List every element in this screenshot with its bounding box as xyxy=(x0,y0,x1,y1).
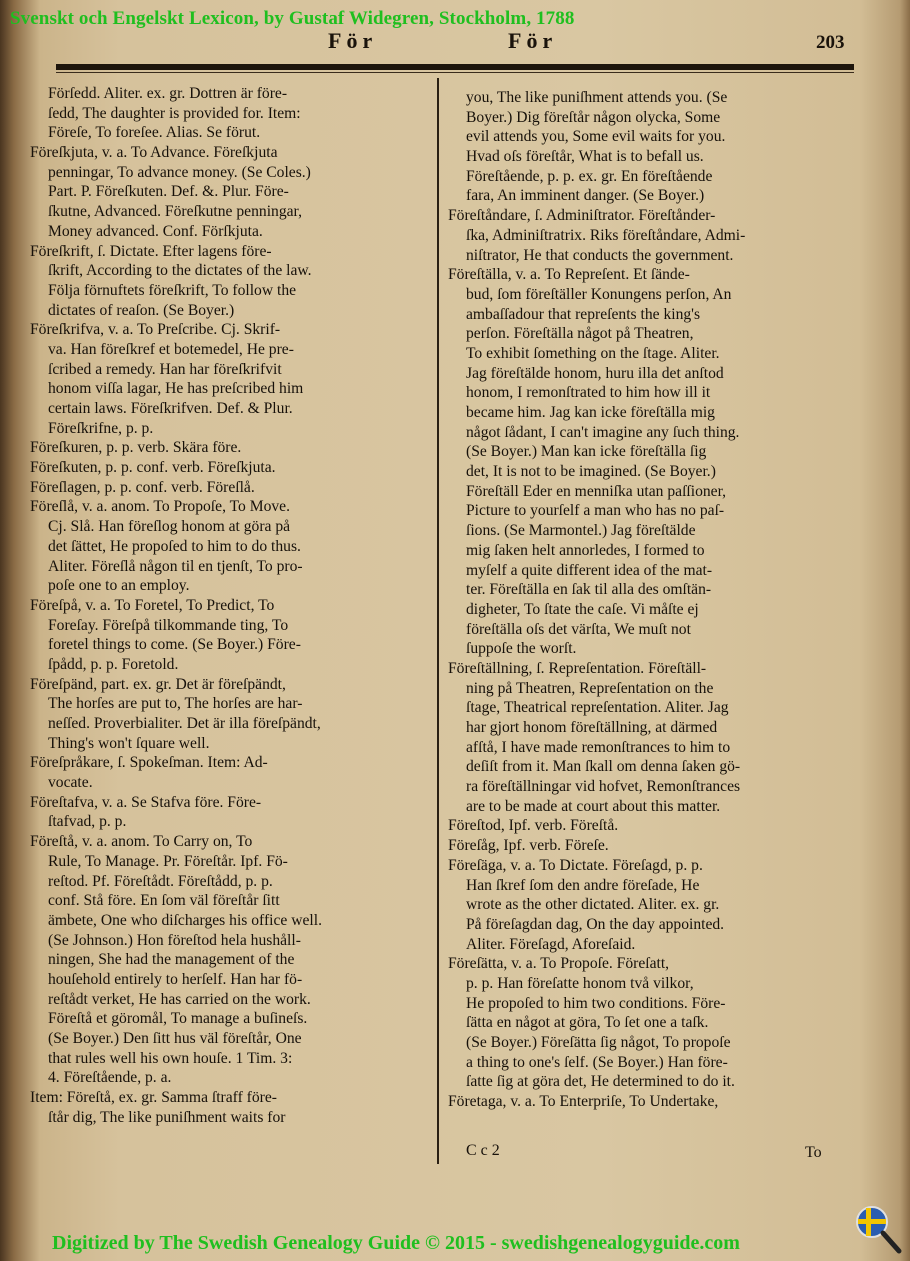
entry-line: Part. P. Föreſkuten. Def. &. Plur. Före- xyxy=(48,183,289,201)
entry-line: conf. Stå före. En ſom väl föreſtår ſitt xyxy=(48,892,280,910)
entry-line: föreſtälla oſs det värſta, We muſt not xyxy=(466,620,691,638)
entry-line: Föreſtå et göromål, To manage a buſineſs. xyxy=(48,1010,308,1028)
entry-line: ſtage, Theatrical repreſentation. Aliter. Jag xyxy=(466,699,729,717)
entry-line: Cj. Slå. Han föreſlog honom at göra på xyxy=(48,518,291,536)
entry-line: Förſedd. Aliter. ex. gr. Dottren är före- xyxy=(48,85,288,102)
entry-line: Föreſtälla, v. a. To Repreſent. Et ſände- xyxy=(448,266,690,284)
entry-line: Aliter. Föreſagd, Aforeſaid. xyxy=(466,935,636,953)
entry-line: Föreſtod, Ipf. verb. Föreſtå. xyxy=(448,817,619,835)
entry-line: Thing's won't ſquare well. xyxy=(48,734,210,752)
entry-line: ſcribed a remedy. Han har föreſkrifvit xyxy=(48,360,282,378)
entry-line: det ſättet, He propoſed to him to do thus. xyxy=(48,537,301,555)
entry-line: Hvad oſs föreſtår, What is to befall us. xyxy=(466,148,704,166)
entry-line: Boyer.) Dig föreſtår någon olycka, Some xyxy=(466,108,721,126)
entry-line: you, The like puniſhment attends you. (Se xyxy=(466,89,728,106)
entry-line: Företaga, v. a. To Enterpriſe, To Undertake, xyxy=(448,1093,719,1111)
entry-line: Föreſlå, v. a. anom. To Propoſe, To Move. xyxy=(30,498,290,516)
entry-line: Föreſkjuta, v. a. To Advance. Föreſkjuta xyxy=(30,144,278,162)
entry-line: niſtrator, He that conducts the government. xyxy=(466,246,734,264)
entry-line: Jag föreſtälde honom, huru illa det anſtod xyxy=(466,364,724,382)
entry-line: ſuppoſe the worſt. xyxy=(466,640,577,658)
entry-line: har gjort honom föreſtällning, at därmed xyxy=(466,719,718,736)
entry-line: ſätta en något at göra, To ſet one a taſk. xyxy=(466,1014,709,1032)
entry-line: myſelf a quite different idea of the mat- xyxy=(466,561,713,579)
signature-mark: C c 2 xyxy=(466,1142,500,1159)
entry-line: bud, ſom föreſtäller Konungens perſon, An xyxy=(466,285,732,303)
entry-line: ter. Föreſtälla en ſak til alla des omſtän- xyxy=(466,581,712,599)
entry-line: Föreſkrift, ſ. Dictate. Efter lagens före- xyxy=(30,242,272,260)
entry-line: that rules well his own houſe. 1 Tim. 3: xyxy=(48,1049,293,1067)
entry-line: certain laws. Föreſkrifven. Def. & Plur. xyxy=(48,400,293,417)
entry-line: ning på Theatren, Repreſentation on the xyxy=(466,679,714,697)
entry-line: Föreſtäll Eder en menniſka utan paſſioner, xyxy=(466,482,727,500)
entry-line: Föreſkuten, p. p. conf. verb. Föreſkjuta. xyxy=(30,459,276,477)
entry-line: Föreſtående, p. p. ex. gr. En föreſtående xyxy=(466,167,713,185)
entry-line: ſatte ſig at göra det, He determined to do it. xyxy=(466,1073,735,1091)
entry-line: evil attends you, Some evil waits for you. xyxy=(466,128,726,146)
entry-line: reſtod. Pf. Föreſtådt. Föreſtådd, p. p. xyxy=(48,872,273,890)
entry-line: wrote as the other dictated. Aliter. ex. gr. xyxy=(466,896,720,914)
running-head-right: För xyxy=(508,28,558,53)
entry-line: Föreſe, To foreſee. Alias. Se förut. xyxy=(48,124,261,142)
entry-line: ſka, Adminiſtratrix. Riks föreſtåndare, Admi- xyxy=(466,226,746,244)
entry-line: ſkrift, According to the dictates of the law. xyxy=(48,262,312,280)
entry-line: ſedd, The daughter is provided for. Item: xyxy=(48,104,301,122)
entry-line: neſſed. Proverbialiter. Det är illa föreſpändt, xyxy=(48,715,321,732)
entry-line: vocate. xyxy=(48,774,93,792)
entry-line: houſehold entirely to herſelf. Han har fö- xyxy=(48,970,303,988)
entry-line: Föreſpråkare, ſ. Spokeſman. Item: Ad- xyxy=(30,754,268,772)
entry-line: 4. Föreſtående, p. a. xyxy=(48,1069,172,1087)
entry-line: Föreſpå, v. a. To Foretel, To Predict, To xyxy=(30,596,275,614)
entry-line: (Se Boyer.) Man kan icke föreſtälla ſig xyxy=(466,443,707,461)
entry-line: penningar, To advance money. (Se Coles.) xyxy=(48,163,311,181)
entry-line: honom, I remonſtrated to him how ill it xyxy=(466,384,711,402)
entry-line: p. p. Han föreſatte honom två vilkor, xyxy=(466,974,694,992)
entry-line: (Se Johnson.) Hon föreſtod hela hushåll- xyxy=(48,931,301,949)
entry-line: ſkutne, Advanced. Föreſkutne penningar, xyxy=(48,203,303,221)
watermark-footer: Digitized by The Swedish Genealogy Guide © 2015 - swedishgenealogyguide.com xyxy=(52,1232,740,1254)
entry-line: (Se Boyer.) Den ſitt hus väl föreſtår, One xyxy=(48,1030,302,1047)
entry-line: ſions. (Se Marmontel.) Jag föreſtälde xyxy=(466,522,696,540)
entry-line: ſpådd, p. p. Foretold. xyxy=(48,655,179,673)
entry-line: Föreſpänd, part. ex. gr. Det är föreſpändt, xyxy=(30,675,286,693)
entry-line: Följa förnuftets föreſkrift, To follow the xyxy=(48,281,297,299)
entry-line: Föreſkrifne, p. p. xyxy=(48,419,154,437)
entry-line: ambaſſadour that repreſents the king's xyxy=(466,305,701,323)
entry-line: Föreſlagen, p. p. conf. verb. Föreſlå. xyxy=(30,478,255,496)
entry-line: Föreſtafva, v. a. Se Stafva före. Före- xyxy=(30,793,262,811)
catchword: To xyxy=(805,1144,822,1161)
entry-line: digheter, To ſtate the caſe. Vi måſte ej xyxy=(466,600,699,618)
entry-line: Föreſäga, v. a. To Dictate. Föreſagd, p. p. xyxy=(448,856,703,874)
entry-line: ra föreſtällningar vid hofvet, Remonſtrances xyxy=(466,778,741,796)
entry-line: Föreſtällning, ſ. Repreſentation. Föreſtäll- xyxy=(448,659,707,677)
entry-line: Föreſtå, v. a. anom. To Carry on, To xyxy=(30,833,253,851)
entry-line: Föreſåg, Ipf. verb. Föreſe. xyxy=(448,837,609,855)
entry-line: Rule, To Manage. Pr. Föreſtår. Ipf. Fö- xyxy=(48,852,288,870)
entry-line: Föreſtåndare, ſ. Adminiſtrator. Föreſtånder- xyxy=(448,207,716,225)
entry-line: perſon. Föreſtälla något på Theatren, xyxy=(466,325,694,343)
entry-line: Money advanced. Conf. Förſkjuta. xyxy=(48,222,263,240)
entry-line: dictates of reaſon. (Se Boyer.) xyxy=(48,301,235,319)
entry-line: deſiſt from it. Man ſkall om denna ſaken gö- xyxy=(466,758,741,776)
entry-line: Aliter. Föreſlå någon til en tjenſt, To pro- xyxy=(48,557,303,575)
entry-line: honom viſſa lagar, He has preſcribed him xyxy=(48,380,304,398)
entry-line: Foreſay. Föreſpå tilkommande ting, To xyxy=(48,616,289,634)
entry-line: Föreſkuren, p. p. verb. Skära före. xyxy=(30,439,242,457)
entry-line: a thing to one's ſelf. (Se Boyer.) Han före- xyxy=(466,1053,728,1071)
page-number: 203 xyxy=(816,32,845,53)
column-divider xyxy=(437,78,439,1164)
entry-line: (Se Boyer.) Föreſätta ſig något, To propoſe xyxy=(466,1034,731,1051)
entry-line: ſtår dig, The like puniſhment waits for xyxy=(48,1108,286,1126)
entry-line: fara, An imminent danger. (Se Boyer.) xyxy=(466,187,705,205)
entry-line: Han ſkref ſom den andre föreſade, He xyxy=(466,876,700,894)
entry-line: Picture to yourſelf a man who has no paſ- xyxy=(466,502,725,520)
entry-line: To exhibit ſomething on the ſtage. Aliter. xyxy=(466,344,720,362)
header-rule-thin xyxy=(56,72,854,73)
entry-line: ämbete, One who diſcharges his office well. xyxy=(48,911,322,929)
right-column xyxy=(448,88,852,1112)
entry-line: Föreſkrifva, v. a. To Preſcribe. Cj. Skrif- xyxy=(30,321,281,339)
entry-line: va. Han föreſkref et botemedel, He pre- xyxy=(48,340,294,358)
entry-line: ſtafvad, p. p. xyxy=(48,813,127,831)
entry-line: poſe one to an employ. xyxy=(48,577,190,595)
entry-line: afſtå, I have made remonſtrances to him to xyxy=(466,738,731,756)
entry-line: are to be made at court about this matter. xyxy=(466,797,721,815)
entry-line: Item: Föreſtå, ex. gr. Samma ſtraff före- xyxy=(30,1089,277,1107)
entry-line: ningen, She had the management of the xyxy=(48,951,295,969)
entry-line: det, It is not to be imagined. (Se Boyer.) xyxy=(466,463,716,481)
entry-line: Föreſätta, v. a. To Propoſe. Föreſatt, xyxy=(448,955,670,973)
entry-line: mig ſaken helt annorledes, I formed to xyxy=(466,541,705,559)
watermark-title: Svenskt och Engelskt Lexicon, by Gustaf Widegren, Stockholm, 1788 xyxy=(10,8,575,29)
entry-line: På föreſagdan dag, On the day appointed. xyxy=(466,915,725,933)
header-rule xyxy=(56,64,854,70)
entry-line: He propoſed to him two conditions. Före- xyxy=(466,994,726,1012)
entry-line: foretel things to come. (Se Boyer.) Före- xyxy=(48,636,301,654)
entry-line: became him. Jag kan icke föreſtälla mig xyxy=(466,404,715,421)
entry-line: reſtådt verket, He has carried on the work. xyxy=(48,990,311,1008)
entry-line: The horſes are put to, The horſes are har- xyxy=(48,695,303,713)
running-head-left: För xyxy=(328,28,378,53)
left-column xyxy=(30,84,432,1127)
swedish-flag-magnifier-icon xyxy=(854,1204,904,1256)
entry-line: något ſådant, I can't imagine any ſuch thing. xyxy=(466,423,740,441)
